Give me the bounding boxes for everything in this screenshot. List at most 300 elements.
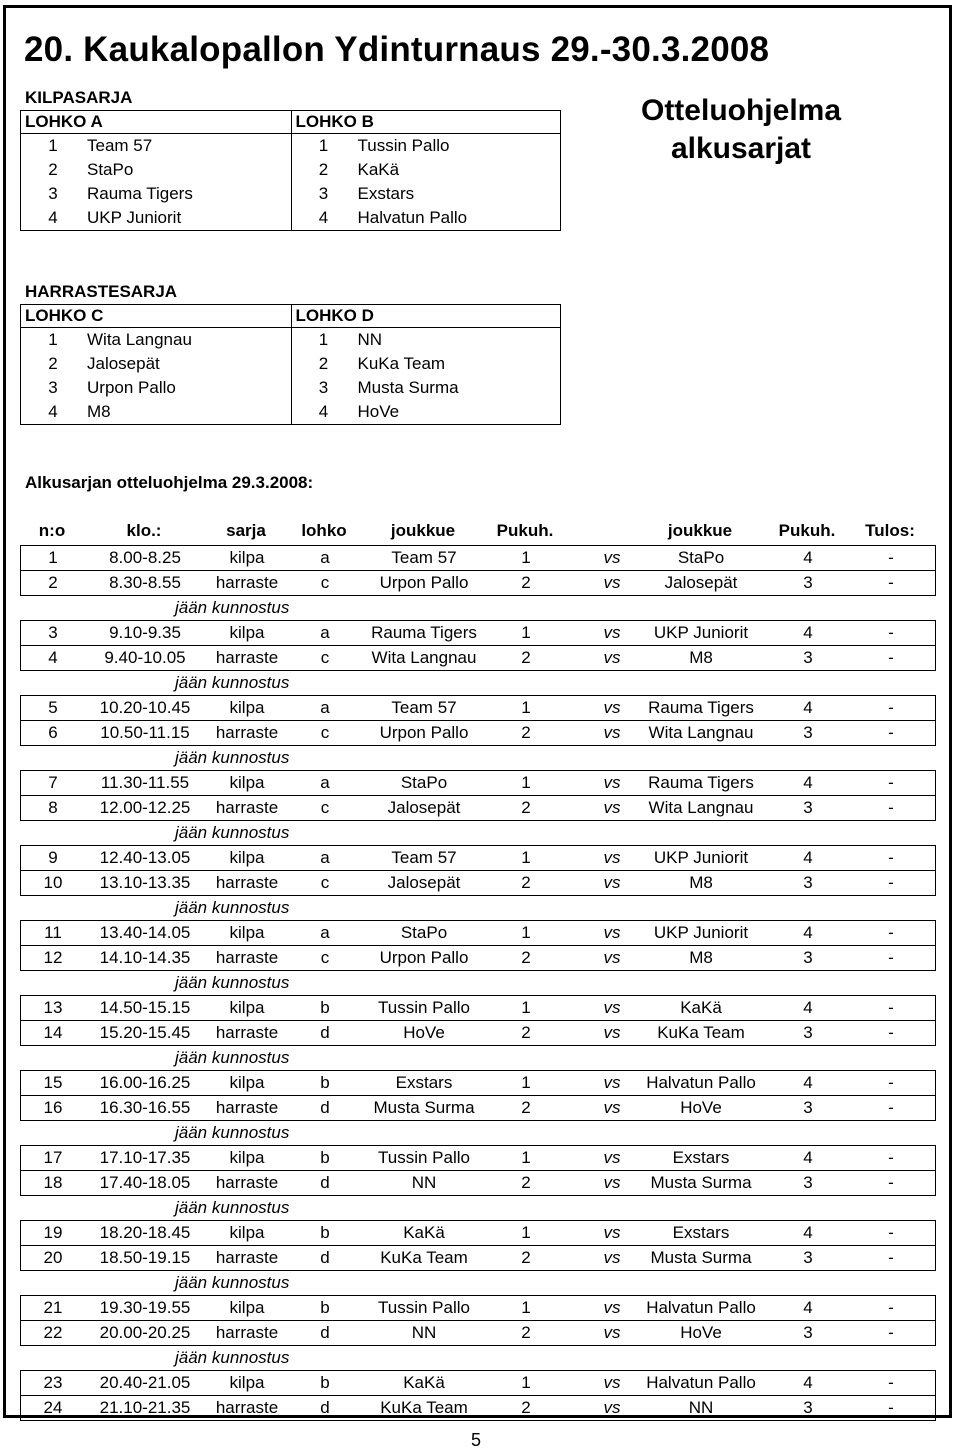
cell-no: 15 xyxy=(43,1073,63,1092)
cell-group: d xyxy=(320,1023,330,1042)
cell-no: 6 xyxy=(48,723,58,742)
cell-team2: UKP Juniorit xyxy=(653,623,749,642)
team-number: 3 xyxy=(318,378,329,397)
cell-result: - xyxy=(888,623,894,642)
cell-kit2: 3 xyxy=(803,1173,813,1192)
cell-team1: Exstars xyxy=(395,1073,453,1092)
cell-series: harraste xyxy=(215,798,279,817)
match-pair xyxy=(20,620,936,671)
team-name: UKP Juniorit xyxy=(87,208,182,227)
team-name: Tussin Pallo xyxy=(357,136,450,155)
cell-time: 9.10-9.35 xyxy=(109,623,181,642)
table-row xyxy=(21,570,935,595)
cell-vs: vs xyxy=(603,548,621,567)
ice-maintenance-label: jään kunnostus xyxy=(175,598,290,617)
cell-vs: vs xyxy=(603,1248,621,1267)
col-header-result: Tulos: xyxy=(865,521,915,540)
cell-team1: Team 57 xyxy=(391,548,457,567)
ice-maintenance-label: jään kunnostus xyxy=(175,748,290,767)
cell-team2: Exstars xyxy=(672,1148,730,1167)
cell-team2: HoVe xyxy=(680,1098,722,1117)
match-pair xyxy=(20,1070,936,1121)
cell-result: - xyxy=(888,1148,894,1167)
cell-result: - xyxy=(888,723,894,742)
cell-vs: vs xyxy=(603,698,621,717)
series-heading-kilpasarja: KILPASARJA xyxy=(25,88,133,107)
match-pair xyxy=(20,845,936,896)
cell-group: a xyxy=(320,698,330,717)
cell-no: 16 xyxy=(43,1098,63,1117)
match-pair xyxy=(20,1370,936,1421)
cell-group: c xyxy=(320,798,330,817)
cell-result: - xyxy=(888,648,894,667)
cell-team1: KaKä xyxy=(403,1373,445,1392)
cell-no: 13 xyxy=(43,998,63,1017)
table-row xyxy=(21,621,935,645)
cell-group: c xyxy=(320,573,330,592)
table-row xyxy=(21,1296,935,1320)
cell-result: - xyxy=(888,873,894,892)
cell-kit2: 4 xyxy=(803,848,813,867)
cell-series: harraste xyxy=(215,1248,279,1267)
cell-result: - xyxy=(888,773,894,792)
match-pair xyxy=(20,995,936,1046)
team-number: 4 xyxy=(48,208,58,227)
team-name: Urpon Pallo xyxy=(87,378,176,397)
cell-kit1: 1 xyxy=(521,1298,531,1317)
cell-team1: HoVe xyxy=(403,1023,445,1042)
team-number: 1 xyxy=(48,136,58,155)
ice-maintenance-label: jään kunnostus xyxy=(175,823,290,842)
cell-team2: Musta Surma xyxy=(650,1248,752,1267)
col-header-group: lohko xyxy=(301,521,347,540)
cell-vs: vs xyxy=(603,1098,621,1117)
cell-kit1: 2 xyxy=(521,948,531,967)
team-name: NN xyxy=(357,330,383,349)
cell-kit2: 4 xyxy=(803,1073,813,1092)
page-subtitle xyxy=(600,92,882,168)
cell-group: a xyxy=(320,848,330,867)
cell-team1: Team 57 xyxy=(391,698,457,717)
cell-group: b xyxy=(320,1298,330,1317)
cell-kit2: 4 xyxy=(803,1298,813,1317)
cell-team1: Tussin Pallo xyxy=(378,1298,470,1317)
cell-no: 14 xyxy=(43,1023,63,1042)
cell-no: 20 xyxy=(43,1248,63,1267)
cell-team2: Jalosepät xyxy=(664,573,738,592)
cell-kit2: 3 xyxy=(803,873,813,892)
cell-group: c xyxy=(320,723,330,742)
cell-vs: vs xyxy=(603,873,621,892)
cell-series: harraste xyxy=(215,648,279,667)
cell-no: 12 xyxy=(43,948,63,967)
cell-vs: vs xyxy=(603,1373,621,1392)
col-header-team2: joukkue xyxy=(667,521,733,540)
cell-no: 4 xyxy=(48,648,58,667)
cell-vs: vs xyxy=(603,948,621,967)
cell-kit1: 1 xyxy=(521,1373,531,1392)
team-number: 2 xyxy=(48,160,58,179)
cell-group: d xyxy=(320,1098,330,1117)
cell-group: b xyxy=(320,998,330,1017)
cell-team1: Urpon Pallo xyxy=(379,723,469,742)
cell-result: - xyxy=(888,1073,894,1092)
cell-kit1: 1 xyxy=(521,1073,531,1092)
cell-team1: Musta Surma xyxy=(373,1098,475,1117)
table-row xyxy=(21,720,935,745)
cell-team1: KuKa Team xyxy=(380,1398,468,1417)
cell-result: - xyxy=(888,1248,894,1267)
cell-time: 15.20-15.45 xyxy=(99,1023,191,1042)
cell-time: 11.30-11.55 xyxy=(100,773,190,792)
cell-kit1: 2 xyxy=(521,648,531,667)
cell-team2: KuKa Team xyxy=(657,1023,745,1042)
table-row xyxy=(21,1371,935,1395)
cell-series: harraste xyxy=(215,1323,279,1342)
cell-kit2: 3 xyxy=(803,1023,813,1042)
cell-vs: vs xyxy=(603,1073,621,1092)
col-header-kit1: Pukuh. xyxy=(496,521,554,540)
ice-maintenance-label: jään kunnostus xyxy=(175,973,290,992)
cell-kit2: 3 xyxy=(803,1323,813,1342)
cell-series: harraste xyxy=(215,1023,279,1042)
cell-series: kilpa xyxy=(229,698,265,717)
cell-group: b xyxy=(320,1148,330,1167)
schedule-table xyxy=(20,545,936,1421)
team-number: 1 xyxy=(318,330,329,349)
cell-no: 1 xyxy=(48,548,58,567)
cell-no: 8 xyxy=(48,798,58,817)
cell-kit1: 1 xyxy=(521,623,531,642)
cell-time: 18.50-19.15 xyxy=(99,1248,191,1267)
page-number: 5 xyxy=(470,1430,481,1450)
cell-kit2: 3 xyxy=(803,948,813,967)
team-number: 1 xyxy=(318,136,329,155)
group-team-row xyxy=(21,400,291,424)
cell-kit1: 2 xyxy=(521,1098,531,1117)
cell-no: 23 xyxy=(43,1373,63,1392)
cell-time: 8.30-8.55 xyxy=(109,573,181,592)
ice-maintenance-label: jään kunnostus xyxy=(175,1123,290,1142)
cell-team1: Rauma Tigers xyxy=(371,623,477,642)
cell-team2: Rauma Tigers xyxy=(648,698,754,717)
cell-team1: Urpon Pallo xyxy=(379,948,469,967)
group-lohko-d xyxy=(291,305,561,424)
cell-result: - xyxy=(888,1323,894,1342)
cell-no: 5 xyxy=(48,698,58,717)
cell-vs: vs xyxy=(603,1298,621,1317)
cell-series: harraste xyxy=(215,1398,279,1417)
team-name: Halvatun Pallo xyxy=(357,208,468,227)
cell-team1: Wita Langnau xyxy=(371,648,477,667)
cell-kit1: 1 xyxy=(521,1148,531,1167)
cell-time: 14.50-15.15 xyxy=(99,998,191,1017)
series-heading-harrastesarja: HARRASTESARJA xyxy=(25,282,178,301)
cell-kit2: 4 xyxy=(803,548,813,567)
cell-time: 9.40-10.05 xyxy=(104,648,186,667)
cell-time: 13.10-13.35 xyxy=(99,873,191,892)
cell-team1: KuKa Team xyxy=(380,1248,468,1267)
cell-group: b xyxy=(320,1373,330,1392)
group-lohko-c xyxy=(21,305,291,424)
cell-group: c xyxy=(320,873,330,892)
cell-kit2: 3 xyxy=(803,723,813,742)
cell-no: 9 xyxy=(48,848,58,867)
cell-kit1: 2 xyxy=(521,1173,531,1192)
cell-team2: KaKä xyxy=(680,998,722,1017)
cell-team2: Halvatun Pallo xyxy=(646,1298,756,1317)
cell-team1: Tussin Pallo xyxy=(378,1148,470,1167)
cell-kit1: 1 xyxy=(521,848,531,867)
cell-kit1: 2 xyxy=(521,873,531,892)
group-name: LOHKO A xyxy=(21,111,291,134)
cell-result: - xyxy=(888,548,894,567)
cell-vs: vs xyxy=(603,573,621,592)
group-team-row xyxy=(292,400,561,424)
cell-kit2: 3 xyxy=(803,798,813,817)
cell-group: d xyxy=(320,1173,330,1192)
cell-vs: vs xyxy=(603,923,621,942)
group-team-row xyxy=(21,352,291,376)
table-row xyxy=(21,1071,935,1095)
cell-team2: M8 xyxy=(689,648,713,667)
cell-kit1: 2 xyxy=(521,1323,531,1342)
cell-team1: StaPo xyxy=(400,773,448,792)
col-header-no: n:o xyxy=(38,521,66,540)
cell-kit1: 2 xyxy=(521,1248,531,1267)
group-team-row xyxy=(21,134,291,158)
group-team-row xyxy=(21,182,291,206)
table-row xyxy=(21,1221,935,1245)
subtitle-line-1: Otteluohjelma xyxy=(640,94,842,127)
col-header-team1: joukkue xyxy=(390,521,456,540)
cell-series: kilpa xyxy=(229,548,265,567)
table-row xyxy=(21,1020,935,1045)
table-row xyxy=(21,1320,935,1345)
cell-group: a xyxy=(320,623,330,642)
cell-kit2: 4 xyxy=(803,698,813,717)
team-name: KaKä xyxy=(357,160,400,179)
cell-series: kilpa xyxy=(229,923,265,942)
schedule-heading: Alkusarjan otteluohjelma 29.3.2008: xyxy=(25,473,314,492)
col-header-time: klo.: xyxy=(126,521,162,540)
ice-maintenance-label: jään kunnostus xyxy=(175,673,290,692)
cell-vs: vs xyxy=(603,1323,621,1342)
team-number: 3 xyxy=(48,184,58,203)
cell-time: 10.50-11.15 xyxy=(100,723,190,742)
cell-series: harraste xyxy=(215,948,279,967)
cell-no: 18 xyxy=(43,1173,63,1192)
group-name: LOHKO C xyxy=(21,305,291,328)
cell-team1: Jalosepät xyxy=(387,798,461,817)
table-row xyxy=(21,945,935,970)
schedule-header-row xyxy=(20,521,936,543)
cell-kit2: 4 xyxy=(803,998,813,1017)
match-pair xyxy=(20,545,936,596)
cell-team2: Halvatun Pallo xyxy=(646,1373,756,1392)
table-row xyxy=(21,546,935,570)
match-pair xyxy=(20,770,936,821)
cell-time: 13.40-14.05 xyxy=(99,923,191,942)
team-number: 4 xyxy=(48,402,58,421)
team-name: Wita Langnau xyxy=(87,330,192,349)
table-row xyxy=(21,846,935,870)
cell-vs: vs xyxy=(603,798,621,817)
cell-time: 17.10-17.35 xyxy=(99,1148,191,1167)
cell-kit1: 1 xyxy=(521,698,531,717)
team-number: 2 xyxy=(318,160,329,179)
cell-no: 17 xyxy=(43,1148,63,1167)
ice-maintenance-label: jään kunnostus xyxy=(175,1198,290,1217)
team-name: Musta Surma xyxy=(357,378,459,397)
group-name: LOHKO D xyxy=(292,305,561,328)
cell-series: harraste xyxy=(215,873,279,892)
cell-series: kilpa xyxy=(229,1298,265,1317)
match-pair xyxy=(20,920,936,971)
cell-kit1: 1 xyxy=(521,548,531,567)
cell-team2: Halvatun Pallo xyxy=(646,1073,756,1092)
team-name: Jalosepät xyxy=(87,354,160,373)
table-row xyxy=(21,1245,935,1270)
cell-no: 3 xyxy=(48,623,58,642)
cell-group: b xyxy=(320,1073,330,1092)
cell-no: 11 xyxy=(44,923,62,942)
ice-maintenance-label: jään kunnostus xyxy=(175,1048,290,1067)
page-title: 20. Kaukalopallon Ydinturnaus 29.-30.3.2008 xyxy=(24,30,770,69)
subtitle-line-2: alkusarjat xyxy=(670,132,812,165)
table-row xyxy=(21,1095,935,1120)
cell-series: kilpa xyxy=(229,848,265,867)
cell-group: d xyxy=(320,1248,330,1267)
ice-maintenance-label: jään kunnostus xyxy=(175,1273,290,1292)
group-team-row xyxy=(292,134,561,158)
cell-team1: Tussin Pallo xyxy=(378,998,470,1017)
cell-result: - xyxy=(888,1298,894,1317)
cell-result: - xyxy=(888,698,894,717)
cell-kit2: 3 xyxy=(803,1398,813,1417)
match-pair xyxy=(20,1220,936,1271)
cell-kit1: 2 xyxy=(521,1398,531,1417)
group-lohko-a xyxy=(21,111,291,230)
group-team-row xyxy=(292,182,561,206)
cell-result: - xyxy=(888,573,894,592)
cell-team2: M8 xyxy=(689,873,713,892)
cell-group: b xyxy=(320,1223,330,1242)
cell-no: 21 xyxy=(43,1298,63,1317)
cell-team2: Exstars xyxy=(672,1223,730,1242)
team-name: Team 57 xyxy=(87,136,153,155)
cell-series: harraste xyxy=(215,573,279,592)
cell-time: 20.40-21.05 xyxy=(99,1373,191,1392)
cell-team2: UKP Juniorit xyxy=(653,848,749,867)
team-number: 3 xyxy=(48,378,58,397)
cell-time: 16.00-16.25 xyxy=(99,1073,191,1092)
cell-team1: Urpon Pallo xyxy=(379,573,469,592)
ice-maintenance-label: jään kunnostus xyxy=(175,898,290,917)
cell-vs: vs xyxy=(603,773,621,792)
cell-result: - xyxy=(888,948,894,967)
cell-kit1: 2 xyxy=(521,573,531,592)
cell-kit1: 1 xyxy=(521,998,531,1017)
table-row xyxy=(21,1395,935,1420)
cell-time: 18.20-18.45 xyxy=(99,1223,191,1242)
group-team-row xyxy=(292,376,561,400)
cell-no: 24 xyxy=(43,1398,63,1417)
cell-no: 10 xyxy=(43,873,63,892)
cell-result: - xyxy=(888,1173,894,1192)
team-number: 4 xyxy=(318,208,329,227)
cell-group: d xyxy=(320,1398,330,1417)
cell-team1: Jalosepät xyxy=(387,873,461,892)
cell-vs: vs xyxy=(603,648,621,667)
cell-time: 12.00-12.25 xyxy=(99,798,191,817)
cell-no: 2 xyxy=(48,573,58,592)
group-team-row xyxy=(21,328,291,352)
team-number: 3 xyxy=(318,184,329,203)
cell-team1: NN xyxy=(411,1323,437,1342)
cell-vs: vs xyxy=(603,848,621,867)
cell-series: kilpa xyxy=(229,1073,265,1092)
cell-series: harraste xyxy=(215,723,279,742)
cell-kit2: 4 xyxy=(803,623,813,642)
cell-kit2: 4 xyxy=(803,773,813,792)
team-name: Exstars xyxy=(357,184,415,203)
cell-group: a xyxy=(320,773,330,792)
cell-kit1: 2 xyxy=(521,723,531,742)
cell-time: 16.30-16.55 xyxy=(99,1098,191,1117)
cell-vs: vs xyxy=(603,1173,621,1192)
team-name: KuKa Team xyxy=(357,354,446,373)
cell-kit1: 1 xyxy=(521,923,531,942)
cell-series: kilpa xyxy=(229,1223,265,1242)
cell-result: - xyxy=(888,1373,894,1392)
table-row xyxy=(21,1146,935,1170)
cell-vs: vs xyxy=(603,1023,621,1042)
group-team-row xyxy=(21,376,291,400)
table-row xyxy=(21,921,935,945)
group-table-kilpasarja xyxy=(20,110,561,231)
cell-result: - xyxy=(888,848,894,867)
group-team-row xyxy=(21,158,291,182)
cell-kit2: 3 xyxy=(803,1098,813,1117)
cell-result: - xyxy=(888,1398,894,1417)
group-team-row xyxy=(292,206,561,230)
team-name: HoVe xyxy=(357,402,400,421)
team-number: 4 xyxy=(318,402,329,421)
cell-vs: vs xyxy=(603,1148,621,1167)
cell-time: 17.40-18.05 xyxy=(99,1173,191,1192)
cell-kit2: 4 xyxy=(803,1148,813,1167)
cell-series: kilpa xyxy=(229,623,265,642)
cell-kit1: 1 xyxy=(521,1223,531,1242)
team-number: 2 xyxy=(48,354,58,373)
group-team-row xyxy=(292,158,561,182)
cell-group: c xyxy=(320,948,330,967)
cell-time: 10.20-10.45 xyxy=(99,698,191,717)
cell-series: kilpa xyxy=(229,998,265,1017)
cell-result: - xyxy=(888,1223,894,1242)
cell-result: - xyxy=(888,923,894,942)
cell-series: harraste xyxy=(215,1173,279,1192)
cell-no: 22 xyxy=(43,1323,63,1342)
team-name: StaPo xyxy=(87,160,134,179)
cell-team2: UKP Juniorit xyxy=(653,923,749,942)
cell-result: - xyxy=(888,998,894,1017)
cell-kit2: 4 xyxy=(803,1223,813,1242)
cell-team1: NN xyxy=(411,1173,437,1192)
cell-result: - xyxy=(888,1023,894,1042)
cell-series: harraste xyxy=(215,1098,279,1117)
